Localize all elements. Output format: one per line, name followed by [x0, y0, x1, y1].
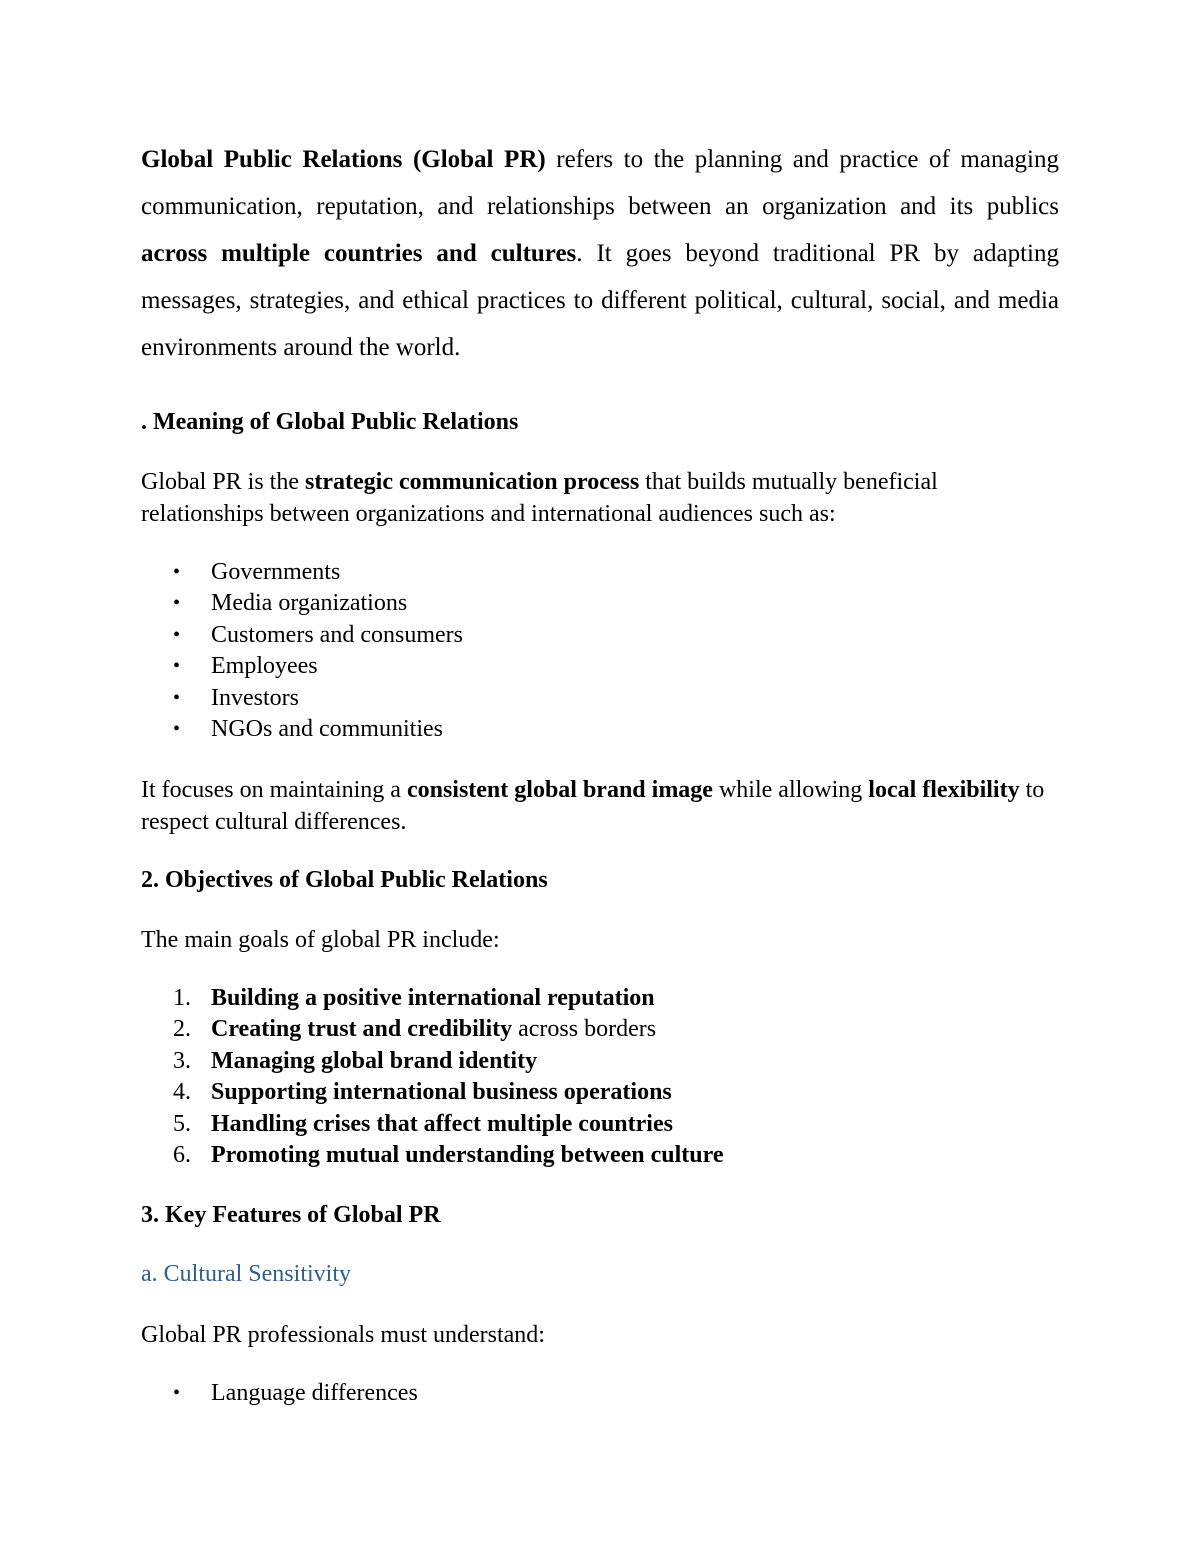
list-number: 5. [173, 1110, 191, 1137]
section2-heading: 2. Objectives of Global Public Relations [141, 867, 548, 893]
section1-paragraph-2 [141, 774, 1059, 838]
understanding-list [141, 1378, 418, 1409]
audience-list [141, 557, 463, 745]
section1-paragraph-1 [141, 466, 1059, 530]
list-item [141, 683, 463, 714]
objectives-list [141, 983, 723, 1171]
list-item-text: Investors [211, 684, 299, 711]
list-item [141, 588, 463, 619]
list-item [141, 1077, 723, 1108]
section1-p2-text-b: while allowing [712, 777, 869, 803]
list-item-text: Language differences [211, 1380, 418, 1406]
section1-heading: . Meaning of Global Public Relations [141, 409, 519, 435]
intro-text-2: . It goes beyond traditional PR by adapting messages, strategies, and ethical practices to different political, cultural, social, and media environments around the world. [141, 240, 1059, 361]
list-item-text: Customers and consumers [211, 621, 463, 648]
section3-heading: 3. Key Features of Global PR [141, 1202, 441, 1228]
list-item-text: Media organizations [211, 590, 408, 617]
intro-bold-1: across multiple countries and cultures [141, 240, 577, 267]
section1-p2-bold-2: local flexibility [868, 777, 1020, 803]
objective-bold: Handling crises that affect multiple countries [211, 1110, 673, 1137]
list-item [141, 620, 463, 651]
bullet-icon: • [173, 1382, 181, 1404]
objective-bold: Promoting mutual understanding between culture [211, 1142, 724, 1169]
section1-p1-text-b: that builds mutually beneficial relationships between organizations and international audiences such as: [141, 469, 938, 527]
list-item [141, 557, 463, 588]
bullet-icon: • [173, 655, 181, 678]
bullet-icon: • [173, 592, 181, 615]
section1-p2-text-a: It focuses on maintaining a [141, 777, 407, 803]
subsection-a-heading: a. Cultural Sensitivity [141, 1261, 351, 1287]
intro-term: Global Public Relations [141, 146, 403, 173]
list-item [141, 1140, 723, 1171]
list-item [141, 1014, 723, 1045]
list-item [141, 1109, 723, 1140]
bullet-icon: • [173, 561, 181, 583]
bullet-icon: • [173, 623, 181, 646]
list-item [141, 983, 723, 1014]
list-item [141, 1046, 723, 1077]
intro-abbr: (Global PR) [412, 146, 546, 173]
intro-paragraph [141, 136, 1059, 371]
section1-p2-text-c: to respect cultural differences. [141, 777, 1045, 835]
objective-bold: Building a positive international reputation [211, 985, 655, 1011]
bullet-icon: • [173, 686, 181, 709]
list-item-text: Employees [211, 653, 318, 680]
intro-text-1: refers to the planning and practice of managing communication, reputation, and relationships between an organization and its publics [141, 146, 1060, 220]
bullet-icon: • [173, 718, 181, 741]
objective-bold: Supporting international business operations [211, 1079, 672, 1106]
list-item [141, 651, 463, 682]
section2-intro: The main goals of global PR include: [141, 927, 500, 953]
section3-intro: Global PR professionals must understand: [141, 1322, 545, 1348]
list-number: 4. [173, 1079, 191, 1106]
list-item-text: Governments [211, 559, 341, 585]
section1-p1-text-a: Global PR is the [141, 469, 306, 495]
section1-p2-bold-1: consistent global brand image [406, 777, 713, 803]
list-number: 2. [173, 1016, 191, 1043]
list-number: 3. [173, 1047, 191, 1074]
list-number: 6. [173, 1142, 191, 1169]
objective-bold: Creating trust and credibility [211, 1016, 513, 1043]
objective-rest: across borders [512, 1016, 657, 1043]
objective-bold: Managing global brand identity [211, 1047, 538, 1074]
list-item-text: NGOs and communities [211, 716, 443, 743]
list-item [141, 1378, 418, 1409]
list-number: 1. [173, 985, 191, 1011]
list-item [141, 714, 463, 745]
section1-p1-bold: strategic communication process [305, 469, 640, 495]
